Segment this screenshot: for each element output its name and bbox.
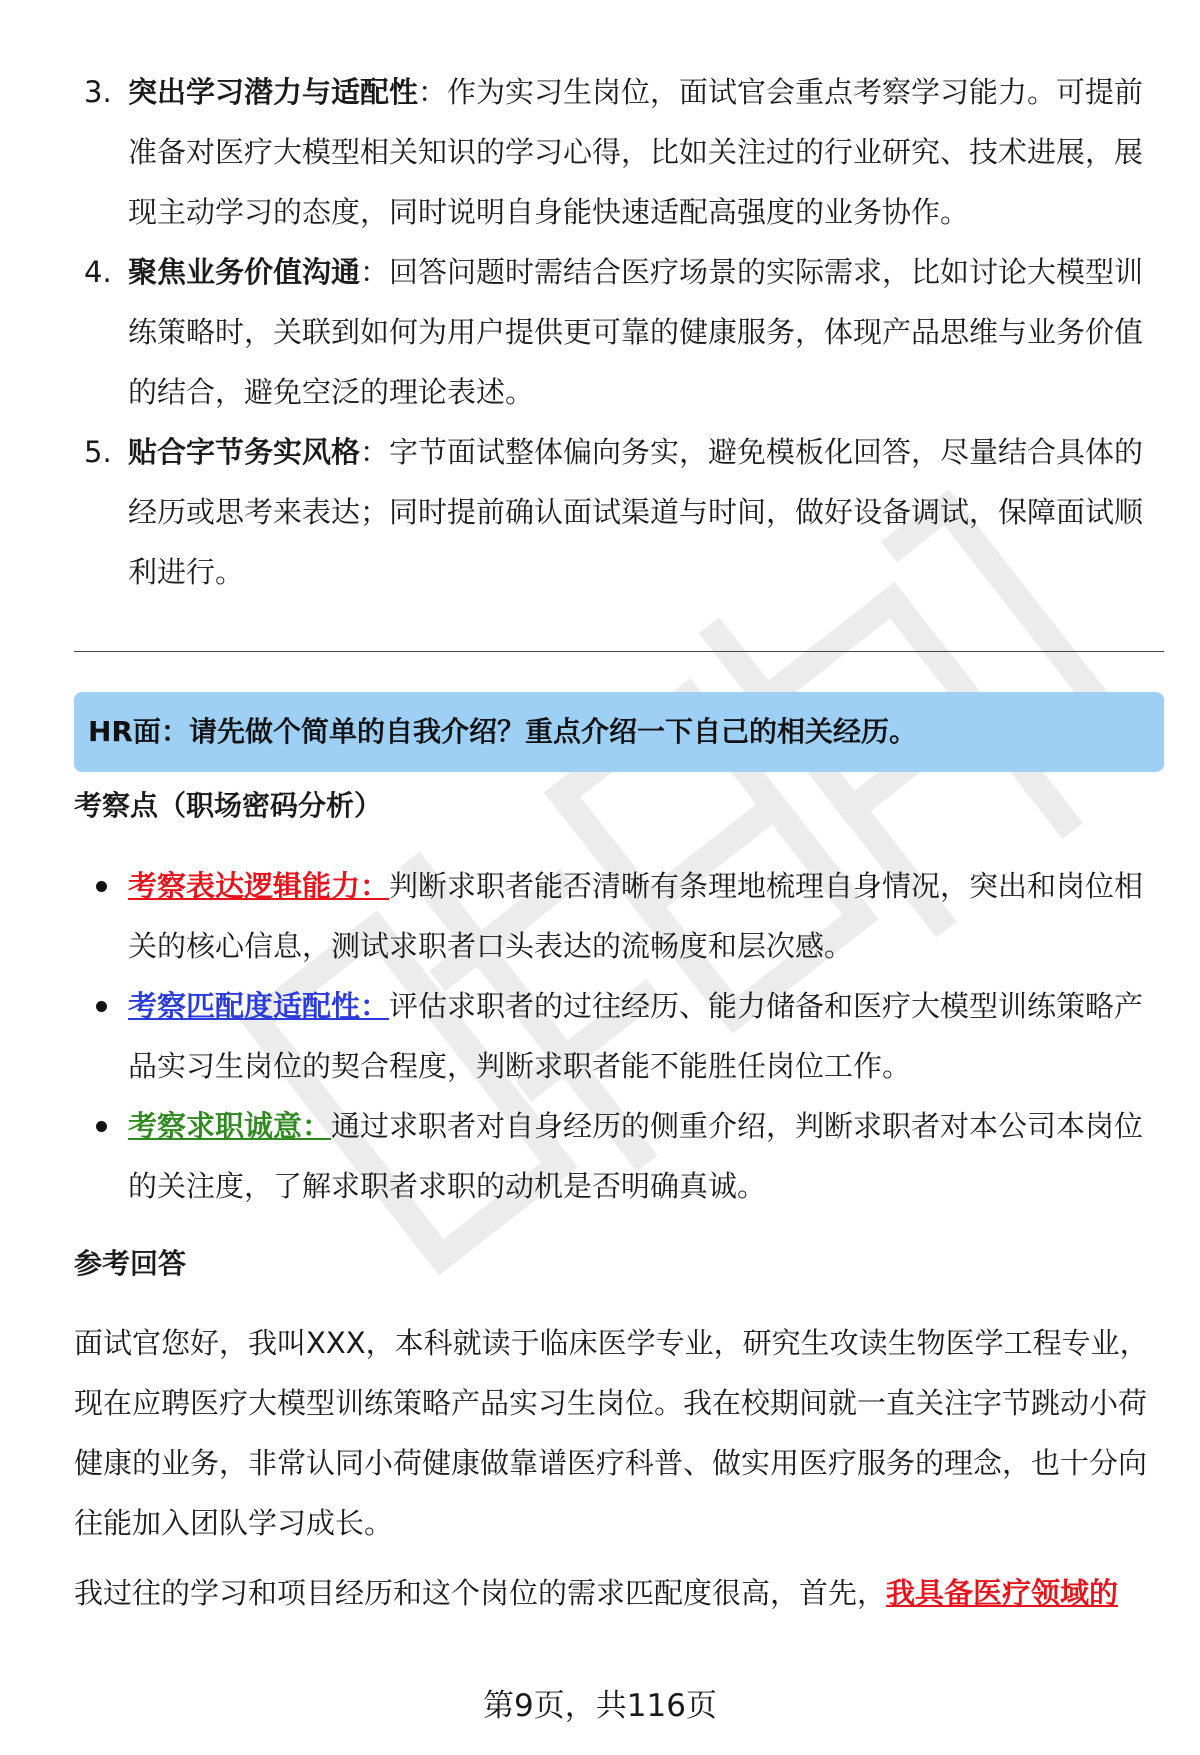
bullet-label: 考察表达逻辑能力： bbox=[128, 869, 390, 903]
list-item-text: ：字节面试整体偏向务实，避免模板化回答，尽量结合具体的经历或思考来表达；同时提前确认面试渠道与时间，做好设备调试，保障面试顺利进行。 bbox=[128, 435, 1144, 589]
list-item-term: 贴合字节务实风格 bbox=[128, 435, 361, 469]
assessment-bullet-list bbox=[74, 856, 1164, 1216]
interview-question-box: HR面：请先做个简单的自我介绍？重点介绍一下自己的相关经历。 bbox=[74, 692, 1164, 772]
list-item-term: 聚焦业务价值沟通 bbox=[128, 255, 361, 289]
bullet-dot-icon bbox=[96, 1121, 107, 1132]
list-item bbox=[74, 62, 1164, 242]
page-number-footer: 第9页，共116页 bbox=[483, 1688, 717, 1724]
tips-numbered-list bbox=[74, 62, 1164, 602]
bullet-dot-icon bbox=[96, 1001, 107, 1012]
list-item-text: ：作为实习生岗位，面试官会重点考察学习能力。可提前准备对医疗大模型相关知识的学习心得，比如关注过的行业研究、技术进展，展现主动学习的态度，同时说明自身能快速适配高强度的业务协作。 bbox=[128, 75, 1144, 229]
list-item bbox=[74, 242, 1164, 422]
bullet-item bbox=[74, 856, 1164, 976]
bullet-dot-icon bbox=[96, 881, 107, 892]
list-item bbox=[74, 422, 1164, 602]
answer-paragraph-text: 我过往的学习和项目经历和这个岗位的需求匹配度很高，首先， bbox=[74, 1576, 887, 1610]
answer-paragraph bbox=[74, 1563, 1164, 1623]
answer-highlight: 我具备医疗领域的 bbox=[886, 1576, 1119, 1610]
list-item-text: ：回答问题时需结合医疗场景的实际需求，比如讨论大模型训练策略时，关联到如何为用户提供更可靠的健康服务，体现产品思维与业务价值的结合，避免空泛的理论表述。 bbox=[128, 255, 1144, 409]
list-item-term: 突出学习潜力与适配性 bbox=[128, 75, 419, 109]
bullet-text: 通过求职者对自身经历的侧重介绍，判断求职者对本公司本岗位的关注度，了解求职者求职的动机是否明确真诚。 bbox=[128, 1109, 1144, 1203]
bullet-text: 判断求职者能否清晰有条理地梳理自身情况，突出和岗位相关的核心信息，测试求职者口头表达的流畅度和层次感。 bbox=[128, 869, 1144, 963]
answer-heading: 参考回答 bbox=[74, 1247, 187, 1280]
bullet-text: 评估求职者的过往经历、能力储备和医疗大模型训练策略产品实习生岗位的契合程度，判断求职者能不能胜任岗位工作。 bbox=[128, 989, 1144, 1083]
list-number: 4. bbox=[84, 255, 112, 289]
list-number: 5. bbox=[84, 435, 112, 469]
bullet-item bbox=[74, 1096, 1164, 1216]
list-number: 3. bbox=[84, 75, 112, 109]
bullet-label: 考察匹配度适配性： bbox=[128, 989, 390, 1023]
section-divider bbox=[74, 651, 1164, 652]
assessment-heading: 考察点（职场密码分析） bbox=[74, 789, 383, 822]
answer-paragraph: 面试官您好，我叫XXX，本科就读于临床医学专业，研究生攻读生物医学工程专业，现在应聘医疗大模型训练策略产品实习生岗位。我在校期间就一直关注字节跳动小荷健康的业务，非常认同小荷健康做靠谱医疗科普、做实用医疗服务的理念，也十分向往能加入团队学习成长。 bbox=[74, 1326, 1149, 1540]
bullet-item bbox=[74, 976, 1164, 1096]
bullet-label: 考察求职诚意： bbox=[128, 1109, 332, 1143]
